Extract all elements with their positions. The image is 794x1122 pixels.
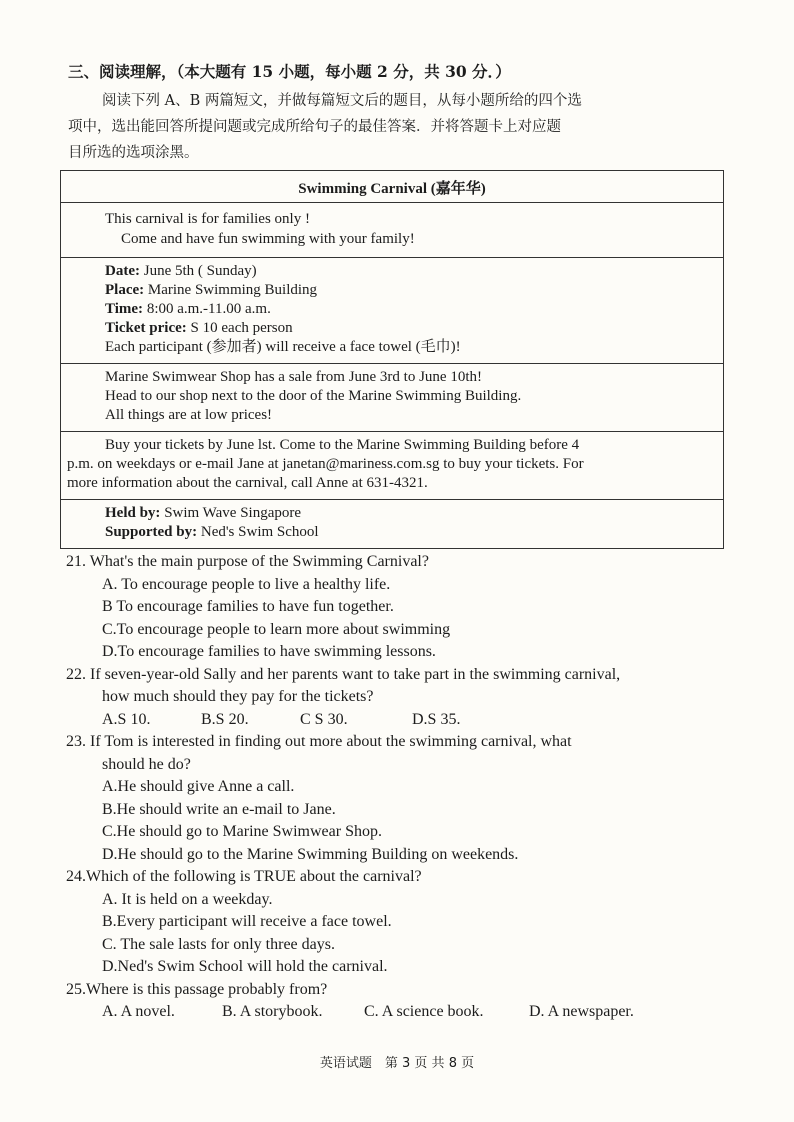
question-23	[66, 731, 734, 866]
held-label: Held by:	[105, 505, 161, 521]
page-footer: 英语试题 第 3 页 共 8 页	[319, 1056, 475, 1071]
intro-line-1: This carnival is for families only !	[105, 211, 310, 227]
option-b: B.S 20.	[201, 710, 249, 728]
date-value: June 5th ( Sunday)	[143, 263, 257, 279]
option-b: B.He should write an e-mail to Jane.	[102, 800, 336, 818]
held-value: Swim Wave Singapore	[164, 505, 302, 521]
notice-title: Swimming Carnival (嘉年华)	[61, 171, 723, 203]
instruction-line-2: 项中，选出能回答所提问题或完成所给句子的最佳答案．并将答题卡上对应题	[68, 119, 561, 135]
options-row	[66, 1001, 734, 1024]
section-instructions	[68, 88, 708, 166]
supported-value: Ned's Swim School	[200, 524, 319, 540]
question-stem: 24.Which of the following is TRUE about the carnival?	[66, 868, 422, 885]
buy-line-2: p.m. on weekdays or e-mail Jane at janetan@mariness.com.sg to buy your tickets. For	[67, 456, 584, 472]
question-22	[66, 664, 734, 732]
supported-label: Supported by:	[105, 524, 198, 540]
option-a: A. A novel.	[102, 1003, 175, 1020]
time-value: 8:00 a.m.-11.00 a.m.	[146, 301, 271, 317]
shop-line-2: Head to our shop next to the door of the Marine Swimming Building.	[105, 388, 522, 404]
option-b: B. A storybook.	[222, 1003, 323, 1020]
question-25	[66, 979, 734, 1024]
notice-organizers	[61, 500, 723, 548]
option-d: D.Ned's Swim School will hold the carnival.	[102, 958, 388, 975]
notice-shop	[61, 364, 723, 432]
carnival-notice	[60, 170, 724, 549]
notice-intro	[61, 203, 723, 258]
place-value: Marine Swimming Building	[147, 282, 318, 298]
options-row	[66, 709, 734, 732]
time-label: Time:	[105, 301, 144, 317]
option-b: B To encourage families to have fun together.	[102, 598, 394, 615]
place-label: Place:	[105, 282, 145, 298]
option-a: A.He should give Anne a call.	[102, 778, 295, 795]
shop-line-3: All things are at low prices!	[105, 407, 273, 423]
questions	[66, 551, 734, 1024]
instruction-line-3: 目所选的选项涂黑。	[68, 145, 199, 161]
option-d: D.S 35.	[412, 710, 461, 728]
option-c: C. A science book.	[364, 1003, 484, 1020]
date-label: Date:	[105, 263, 140, 279]
option-c: C.To encourage people to learn more about swimming	[102, 620, 451, 638]
question-24	[66, 866, 734, 979]
question-stem: 21. What's the main purpose of the Swimming Carnival?	[66, 553, 429, 570]
price-value: S 10 each person	[190, 320, 293, 336]
intro-line-2: Come and have fun swimming with your family!	[121, 231, 415, 247]
question-stem: 25.Where is this passage probably from?	[66, 980, 328, 998]
towel-line: Each participant (参加者) will receive a face towel (毛巾)!	[105, 339, 461, 355]
shop-line-1: Marine Swimwear Shop has a sale from June 3rd to June 10th!	[105, 369, 483, 385]
notice-tickets	[61, 432, 723, 500]
option-a: A. It is held on a weekday.	[102, 890, 273, 908]
option-a: A.S 10.	[102, 710, 151, 728]
notice-details	[61, 258, 723, 364]
section-heading: 三、阅读理解，（本大题有 15 小题，每小题 2 分，共 30 分．）	[68, 62, 511, 81]
option-d: D.To encourage families to have swimming lessons.	[102, 643, 436, 660]
option-b: B.Every participant will receive a face towel.	[102, 913, 392, 930]
option-c: C.He should go to Marine Swimwear Shop.	[102, 823, 382, 840]
option-d: D.He should go to the Marine Swimming Building on weekends.	[102, 845, 519, 863]
buy-line-1: Buy your tickets by June lst. Come to the Marine Swimming Building before 4	[105, 437, 580, 453]
buy-line-3: more information about the carnival, call Anne at 631-4321.	[67, 475, 428, 491]
instruction-line-1: 阅读下列 A、B 两篇短文，并做每篇短文后的题目，从每小题所给的四个选	[102, 93, 582, 109]
option-c: C. The sale lasts for only three days.	[102, 935, 335, 953]
question-stem-continued: how much should they pay for the tickets?	[102, 688, 374, 705]
option-a: A. To encourage people to live a healthy life.	[102, 575, 391, 593]
option-c: C S 30.	[300, 710, 348, 728]
question-stem: 22. If seven-year-old Sally and her parents want to take part in the swimming carnival,	[66, 665, 621, 683]
option-d: D. A newspaper.	[529, 1003, 634, 1020]
price-label: Ticket price:	[105, 320, 187, 336]
question-stem: 23. If Tom is interested in finding out more about the swimming carnival, what	[66, 733, 572, 750]
question-21	[66, 551, 734, 664]
question-stem-continued: should he do?	[102, 755, 191, 773]
